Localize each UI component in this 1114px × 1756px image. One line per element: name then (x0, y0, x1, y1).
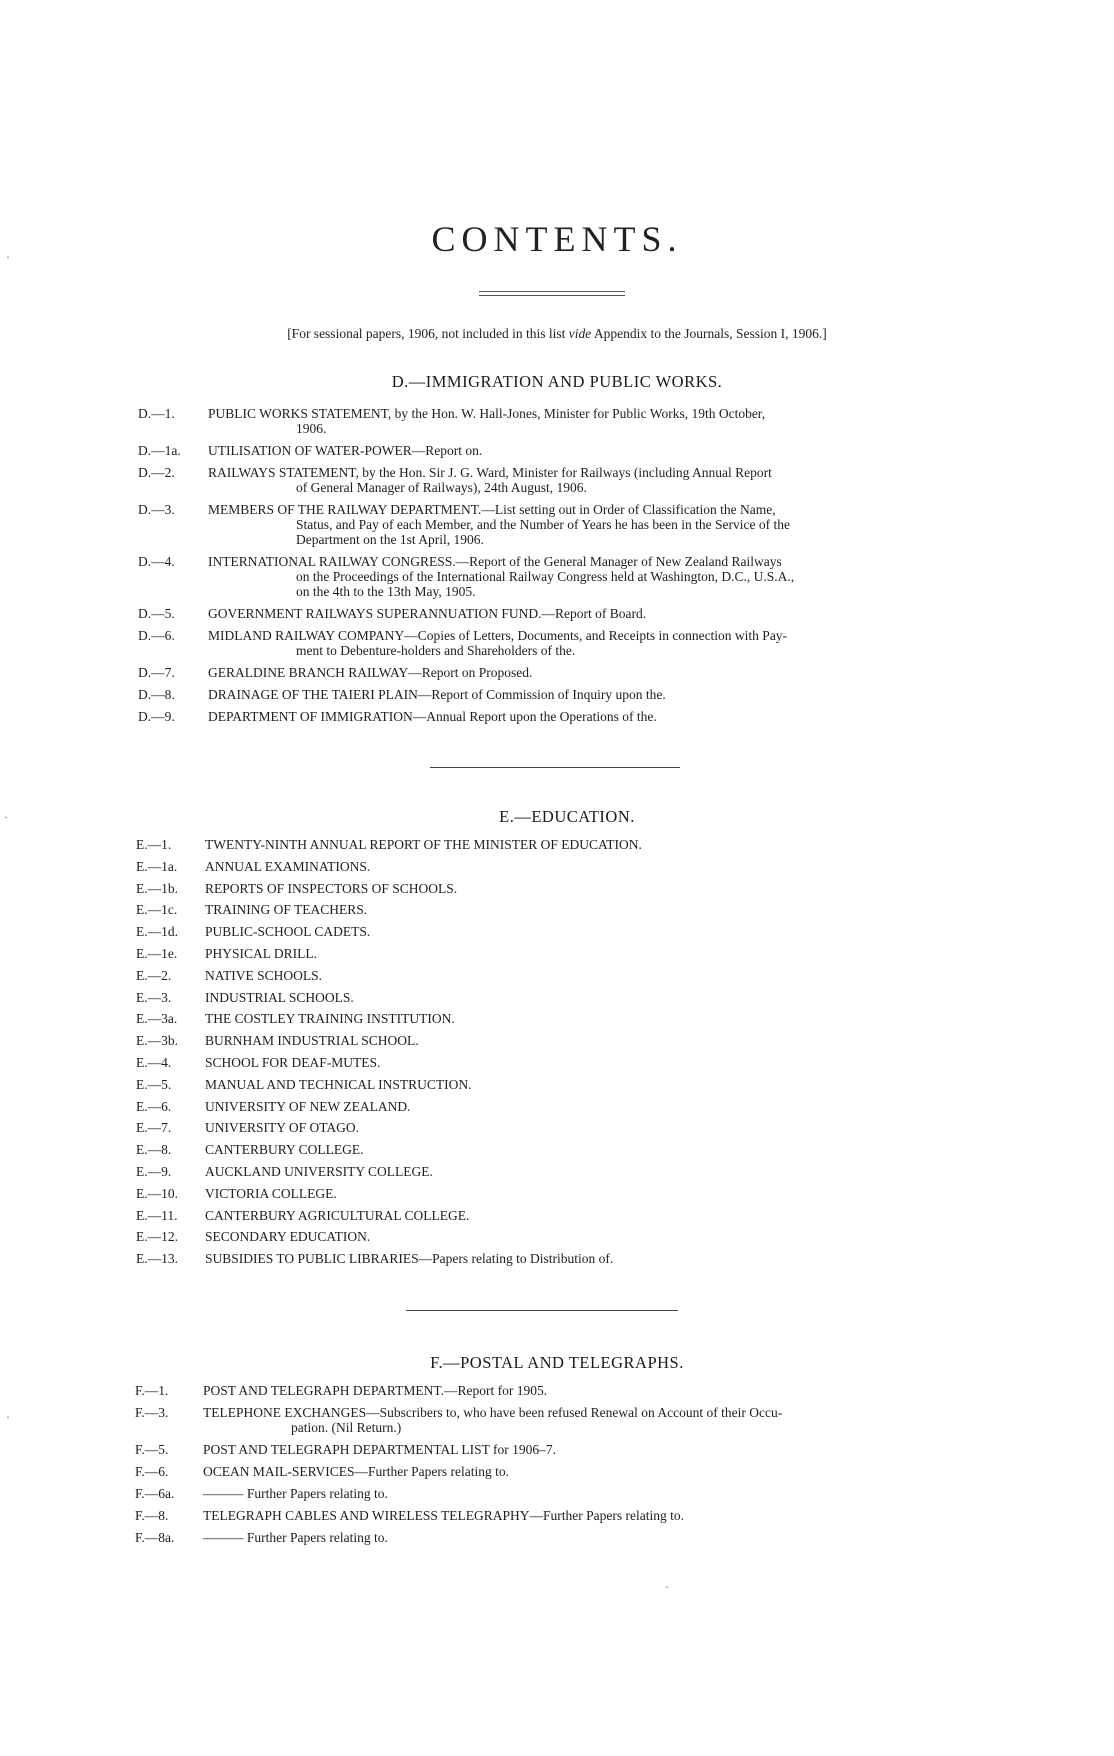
entry-title (208, 502, 976, 547)
entry-code: E.—2. (136, 967, 172, 983)
entry-line: VICTORIA COLLEGE. (205, 1185, 337, 1201)
entry-title (203, 1508, 984, 1523)
contents-entry (0, 881, 1114, 896)
entry-title (208, 628, 976, 658)
entry-continuation-line: 1906. (296, 421, 327, 436)
entry-code: E.—11. (136, 1207, 178, 1223)
contents-entry (0, 990, 1114, 1005)
entry-code: E.—3b. (136, 1033, 178, 1049)
entry-line: SUBSIDIES TO PUBLIC LIBRARIES—Papers relating to Distribution of. (205, 1251, 614, 1267)
entry-code: E.—3a. (136, 1011, 178, 1027)
contents-entry (0, 606, 1114, 621)
entry-continuation-line: pation. (Nil Return.) (291, 1420, 402, 1435)
entry-title (205, 1208, 994, 1223)
entry-title (205, 902, 994, 917)
entry-code: E.—8. (136, 1142, 172, 1158)
entry-title (203, 1486, 984, 1501)
note-text-vide: vide (568, 326, 592, 341)
entry-code: E.—1e. (136, 945, 178, 961)
contents-entry (0, 554, 1114, 599)
entry-line: DEPARTMENT OF IMMIGRATION—Annual Report upon the Operations of the. (208, 709, 657, 724)
entry-list (0, 837, 1114, 1266)
contents-entry (0, 1208, 1114, 1223)
entry-title (205, 946, 994, 961)
entry-continuation-line: on the Proceedings of the International Railway Congress held at Washington, D.C., U.S.A., (296, 569, 795, 584)
entry-title (208, 665, 976, 680)
scan-mark: · (665, 1580, 669, 1594)
entry-title (208, 606, 976, 621)
note-text-before: [For sessional papers, 1906, not included in this list (287, 326, 569, 341)
entry-line: POST AND TELEGRAPH DEPARTMENT.—Report for 1905. (203, 1383, 548, 1398)
entry-line: TELEGRAPH CABLES AND WIRELESS TELEGRAPHY—Further Papers relating to. (203, 1508, 684, 1523)
entry-line: SCHOOL FOR DEAF-MUTES. (205, 1054, 381, 1070)
entry-title (205, 1033, 994, 1048)
entry-code: D.—8. (138, 687, 175, 702)
entry-code: D.—4. (138, 554, 175, 569)
entry-title (203, 1405, 984, 1435)
entry-title (208, 709, 976, 724)
entry-title (203, 1383, 984, 1398)
entry-code: E.—9. (136, 1163, 172, 1179)
entry-title (205, 1142, 994, 1157)
contents-entry (0, 1055, 1114, 1070)
section-heading: D.—IMMIGRATION AND PUBLIC WORKS. (391, 372, 723, 391)
entry-code: E.—10. (136, 1185, 178, 1201)
entry-code: D.—9. (138, 709, 175, 724)
contents-entry (0, 859, 1114, 874)
scan-mark: · (6, 250, 10, 264)
contents-entry (0, 1164, 1114, 1179)
entry-code: F.—8a. (135, 1530, 175, 1545)
entry-line: UTILISATION OF WATER-POWER—Report on. (208, 443, 483, 458)
contents-entry (0, 406, 1114, 436)
section-divider (406, 1310, 678, 1311)
entry-title (208, 687, 976, 702)
entry-line: PHYSICAL DRILL. (205, 945, 318, 961)
entry-line: REPORTS OF INSPECTORS OF SCHOOLS. (205, 880, 458, 896)
entry-title (203, 1530, 984, 1545)
contents-entry (0, 1011, 1114, 1026)
entry-line: TELEPHONE EXCHANGES—Subscribers to, who have been refused Renewal on Account of their Occu- (203, 1405, 783, 1420)
contents-entry (0, 1530, 1114, 1545)
contents-entry (0, 687, 1114, 702)
section-immigration-public-works (0, 372, 1114, 731)
contents-entry (0, 1405, 1114, 1435)
entry-code: E.—6. (136, 1098, 172, 1114)
entry-code: D.—1. (138, 406, 175, 421)
entry-continuation-line: Department on the 1st April, 1906. (296, 532, 484, 547)
entry-code: F.—6a. (135, 1486, 175, 1501)
contents-entry (0, 502, 1114, 547)
scan-mark: · (6, 1410, 10, 1424)
entry-code: F.—3. (135, 1405, 169, 1420)
contents-entry (0, 1186, 1114, 1201)
entry-code: D.—1a. (138, 443, 181, 458)
section-heading: E.—EDUCATION. (499, 807, 635, 826)
entry-code: E.—5. (136, 1076, 172, 1092)
contents-entry (0, 665, 1114, 680)
entry-line: SECONDARY EDUCATION. (205, 1229, 371, 1245)
contents-entry (0, 709, 1114, 724)
entry-line: DRAINAGE OF THE TAIERI PLAIN—Report of Commission of Inquiry upon the. (208, 687, 666, 702)
entry-code: D.—6. (138, 628, 175, 643)
entry-code: E.—12. (136, 1229, 178, 1245)
entry-continuation-line: on the 4th to the 13th May, 1905. (296, 584, 476, 599)
entry-code: D.—2. (138, 465, 175, 480)
scan-mark: · (4, 810, 8, 824)
entry-code: D.—7. (138, 665, 175, 680)
contents-entry (0, 1229, 1114, 1244)
entry-title (205, 1251, 994, 1266)
entry-line: GERALDINE BRANCH RAILWAY—Report on Proposed. (208, 665, 533, 680)
entry-title (205, 924, 994, 939)
entry-code: E.—13. (136, 1251, 178, 1267)
entry-title (208, 406, 976, 436)
contents-entry (0, 946, 1114, 961)
entry-list (0, 406, 1114, 724)
note-text-after: Appendix to the Journals, Session I, 1906.] (591, 326, 827, 341)
entry-line: POST AND TELEGRAPH DEPARTMENTAL LIST for 1906–7. (203, 1442, 557, 1457)
entry-code: E.—4. (136, 1054, 172, 1070)
contents-entry (0, 1120, 1114, 1135)
entry-code: E.—1c. (136, 902, 178, 918)
entry-code: F.—6. (135, 1464, 169, 1479)
entry-continuation-line: of General Manager of Railways), 24th August, 1906. (296, 480, 587, 495)
contents-entry (0, 443, 1114, 458)
entry-line: GOVERNMENT RAILWAYS SUPERANNUATION FUND.—Report of Board. (208, 606, 647, 621)
entry-title (205, 1011, 994, 1026)
entry-code: E.—7. (136, 1120, 172, 1136)
section-divider (430, 767, 680, 768)
sessional-note (0, 326, 1114, 342)
entry-code: F.—8. (135, 1508, 169, 1523)
contents-entry (0, 465, 1114, 495)
entry-line: ANNUAL EXAMINATIONS. (205, 858, 371, 874)
contents-entry (0, 1442, 1114, 1457)
entry-code: F.—5. (135, 1442, 169, 1457)
entry-line: MIDLAND RAILWAY COMPANY—Copies of Letters, Documents, and Receipts in connection with Pay- (208, 628, 788, 643)
section-heading: F.—POSTAL AND TELEGRAPHS. (430, 1353, 684, 1372)
entry-continuation-line: ment to Debenture-holders and Shareholders of the. (296, 643, 576, 658)
entry-code: D.—5. (138, 606, 175, 621)
contents-entry (0, 1077, 1114, 1092)
entry-title (205, 1099, 994, 1114)
entry-line: PUBLIC WORKS STATEMENT, by the Hon. W. Hall-Jones, Minister for Public Works, 19th October, (208, 406, 766, 421)
entry-line: MANUAL AND TECHNICAL INSTRUCTION. (205, 1076, 472, 1092)
contents-entry (0, 1099, 1114, 1114)
entry-title (205, 1229, 994, 1244)
entry-line: MEMBERS OF THE RAILWAY DEPARTMENT.—List setting out in Order of Classification the Name, (208, 502, 776, 517)
entry-line: THE COSTLEY TRAINING INSTITUTION. (205, 1011, 455, 1027)
entry-line: NATIVE SCHOOLS. (205, 967, 323, 983)
entry-line: PUBLIC-SCHOOL CADETS. (205, 924, 371, 940)
entry-list (0, 1383, 1114, 1545)
entry-line: CANTERBURY COLLEGE. (205, 1142, 364, 1158)
entry-code: E.—3. (136, 989, 172, 1005)
contents-entry (0, 1033, 1114, 1048)
page-title: CONTENTS. (431, 219, 683, 259)
entry-line: OCEAN MAIL-SERVICES—Further Papers relating to. (203, 1464, 510, 1479)
contents-entry (0, 1383, 1114, 1398)
entry-line: TWENTY-NINTH ANNUAL REPORT OF THE MINISTER OF EDUCATION. (205, 837, 642, 852)
contents-entry (0, 1142, 1114, 1157)
entry-line: UNIVERSITY OF OTAGO. (205, 1120, 360, 1136)
contents-entry (0, 968, 1114, 983)
entry-title (205, 1120, 994, 1135)
entry-code: D.—3. (138, 502, 175, 517)
entry-title (205, 1055, 994, 1070)
entry-line: ——— Further Papers relating to. (203, 1530, 388, 1545)
entry-continuation-line: Status, and Pay of each Member, and the Number of Years he has been in the Service of the (296, 517, 790, 532)
entry-code: E.—1a. (136, 858, 178, 874)
entry-title (208, 443, 976, 458)
entry-code: E.—1d. (136, 924, 178, 940)
entry-title (205, 859, 994, 874)
contents-entry (0, 1464, 1114, 1479)
contents-entry (0, 1251, 1114, 1266)
entry-line: RAILWAYS STATEMENT, by the Hon. Sir J. G. Ward, Minister for Railways (including Annual Report (208, 465, 772, 480)
contents-entry (0, 902, 1114, 917)
contents-entry (0, 1508, 1114, 1523)
entry-title (205, 837, 994, 852)
entry-title (205, 881, 994, 896)
entry-code: E.—1b. (136, 880, 178, 896)
entry-title (203, 1464, 984, 1479)
entry-title (205, 990, 994, 1005)
entry-line: TRAINING OF TEACHERS. (205, 902, 368, 918)
entry-code: E.—1. (136, 837, 172, 852)
contents-entry (0, 628, 1114, 658)
section-education (0, 807, 1114, 1273)
entry-title (205, 1077, 994, 1092)
entry-line: CANTERBURY AGRICULTURAL COLLEGE. (205, 1207, 470, 1223)
entry-line: BURNHAM INDUSTRIAL SCHOOL. (205, 1033, 419, 1049)
section-postal-telegraphs (0, 1353, 1114, 1552)
entry-code: F.—1. (135, 1383, 169, 1398)
contents-entry (0, 924, 1114, 939)
entry-line: INDUSTRIAL SCHOOLS. (205, 989, 354, 1005)
entry-title (208, 465, 976, 495)
contents-entry (0, 837, 1114, 852)
entry-title (203, 1442, 984, 1457)
contents-entry (0, 1486, 1114, 1501)
entry-title (208, 554, 976, 599)
entry-title (205, 1164, 994, 1179)
entry-line: ——— Further Papers relating to. (203, 1486, 388, 1501)
entry-line: INTERNATIONAL RAILWAY CONGRESS.—Report of the General Manager of New Zealand Railways (208, 554, 782, 569)
entry-title (205, 1186, 994, 1201)
entry-line: AUCKLAND UNIVERSITY COLLEGE. (205, 1163, 433, 1179)
title-divider (479, 291, 625, 296)
entry-title (205, 968, 994, 983)
entry-line: UNIVERSITY OF NEW ZEALAND. (205, 1098, 411, 1114)
